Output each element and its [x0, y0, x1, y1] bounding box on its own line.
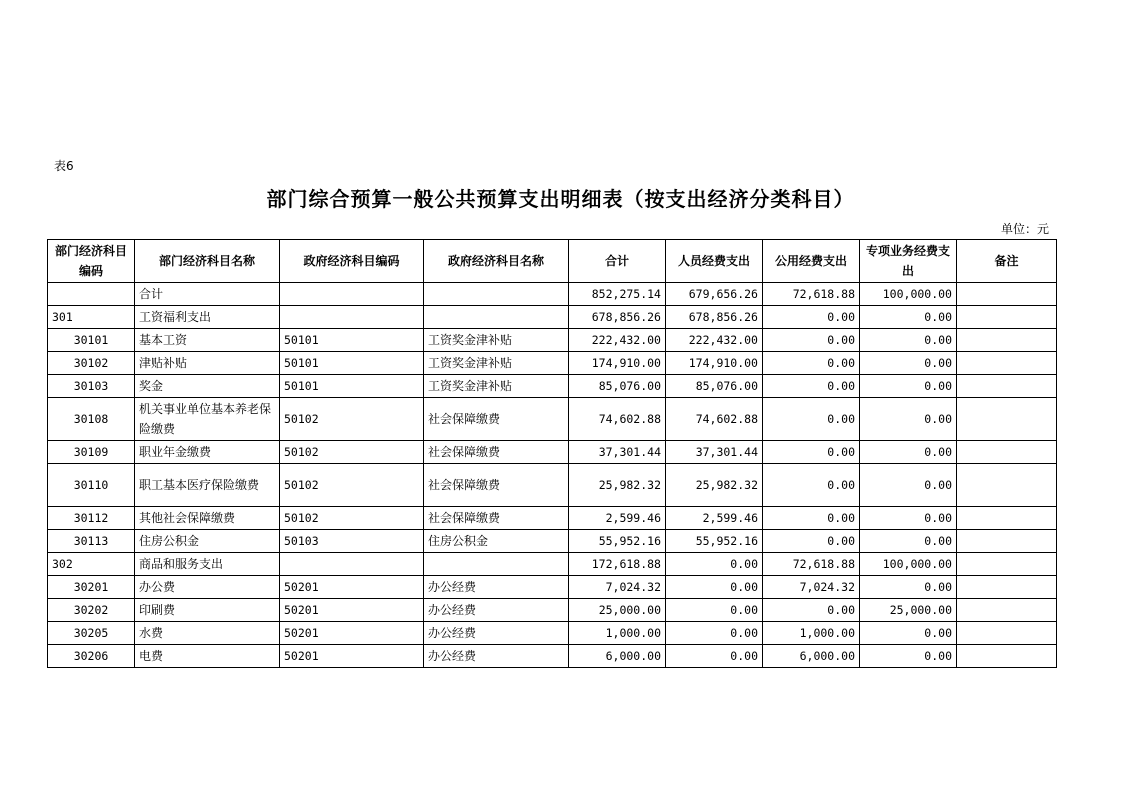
dept-name-cell: 其他社会保障缴费	[135, 507, 280, 530]
column-header: 公用经费支出	[763, 240, 860, 283]
table-row	[48, 530, 1057, 553]
gov-code-cell: 50101	[280, 352, 424, 375]
special-cell: 25,000.00	[860, 599, 957, 622]
special-cell: 0.00	[860, 507, 957, 530]
gov-code-cell: 50102	[280, 398, 424, 441]
table-row	[48, 622, 1057, 645]
gov-name-cell: 工资奖金津补贴	[424, 352, 569, 375]
public-cell: 72,618.88	[763, 283, 860, 306]
public-cell: 0.00	[763, 464, 860, 507]
total-cell: 174,910.00	[569, 352, 666, 375]
total-cell: 7,024.32	[569, 576, 666, 599]
gov-name-cell: 住房公积金	[424, 530, 569, 553]
public-cell: 6,000.00	[763, 645, 860, 668]
total-cell: 2,599.46	[569, 507, 666, 530]
dept-code-cell: 302	[48, 553, 135, 576]
column-header: 专项业务经费支出	[860, 240, 957, 283]
note-cell	[957, 441, 1057, 464]
special-cell: 0.00	[860, 645, 957, 668]
gov-code-cell: 50101	[280, 329, 424, 352]
personnel-cell: 0.00	[666, 622, 763, 645]
gov-code-cell	[280, 553, 424, 576]
table-row	[48, 464, 1057, 507]
note-cell	[957, 645, 1057, 668]
dept-code-cell: 30108	[48, 398, 135, 441]
table-row	[48, 306, 1057, 329]
personnel-cell: 55,952.16	[666, 530, 763, 553]
special-cell: 100,000.00	[860, 283, 957, 306]
gov-code-cell: 50102	[280, 464, 424, 507]
special-cell: 0.00	[860, 622, 957, 645]
dept-code-cell: 30201	[48, 576, 135, 599]
gov-name-cell: 办公经费	[424, 576, 569, 599]
personnel-cell: 678,856.26	[666, 306, 763, 329]
personnel-cell: 679,656.26	[666, 283, 763, 306]
gov-name-cell	[424, 553, 569, 576]
total-cell: 1,000.00	[569, 622, 666, 645]
public-cell: 0.00	[763, 329, 860, 352]
table-row	[48, 329, 1057, 352]
dept-name-cell: 办公费	[135, 576, 280, 599]
gov-name-cell	[424, 283, 569, 306]
personnel-cell: 85,076.00	[666, 375, 763, 398]
note-cell	[957, 530, 1057, 553]
public-cell: 72,618.88	[763, 553, 860, 576]
table-header-row	[48, 240, 1057, 283]
total-cell: 85,076.00	[569, 375, 666, 398]
gov-code-cell: 50201	[280, 622, 424, 645]
dept-code-cell: 30202	[48, 599, 135, 622]
gov-code-cell: 50102	[280, 441, 424, 464]
dept-name-cell: 印刷费	[135, 599, 280, 622]
gov-code-cell: 50101	[280, 375, 424, 398]
gov-name-cell	[424, 306, 569, 329]
table-row	[48, 352, 1057, 375]
dept-code-cell	[48, 283, 135, 306]
total-cell: 55,952.16	[569, 530, 666, 553]
total-cell: 25,000.00	[569, 599, 666, 622]
public-cell: 0.00	[763, 306, 860, 329]
dept-name-cell: 商品和服务支出	[135, 553, 280, 576]
personnel-cell: 25,982.32	[666, 464, 763, 507]
dept-name-cell: 住房公积金	[135, 530, 280, 553]
gov-name-cell: 社会保障缴费	[424, 464, 569, 507]
budget-detail-table	[47, 239, 1057, 668]
special-cell: 0.00	[860, 441, 957, 464]
table-row	[48, 398, 1057, 441]
gov-name-cell: 办公经费	[424, 645, 569, 668]
special-cell: 0.00	[860, 576, 957, 599]
public-cell: 0.00	[763, 352, 860, 375]
gov-code-cell: 50102	[280, 507, 424, 530]
public-cell: 0.00	[763, 375, 860, 398]
special-cell: 0.00	[860, 329, 957, 352]
note-cell	[957, 352, 1057, 375]
gov-code-cell: 50201	[280, 599, 424, 622]
dept-name-cell: 机关事业单位基本养老保险缴费	[135, 398, 280, 441]
public-cell: 7,024.32	[763, 576, 860, 599]
note-cell	[957, 329, 1057, 352]
public-cell: 0.00	[763, 530, 860, 553]
gov-name-cell: 工资奖金津补贴	[424, 329, 569, 352]
dept-name-cell: 基本工资	[135, 329, 280, 352]
note-cell	[957, 375, 1057, 398]
gov-name-cell: 工资奖金津补贴	[424, 375, 569, 398]
table-row	[48, 553, 1057, 576]
gov-code-cell	[280, 306, 424, 329]
table-row	[48, 599, 1057, 622]
public-cell: 0.00	[763, 507, 860, 530]
note-cell	[957, 464, 1057, 507]
column-header: 合计	[569, 240, 666, 283]
table-row	[48, 375, 1057, 398]
dept-name-cell: 职业年金缴费	[135, 441, 280, 464]
public-cell: 0.00	[763, 441, 860, 464]
gov-code-cell: 50201	[280, 576, 424, 599]
table-row	[48, 441, 1057, 464]
personnel-cell: 37,301.44	[666, 441, 763, 464]
total-cell: 678,856.26	[569, 306, 666, 329]
dept-code-cell: 30205	[48, 622, 135, 645]
total-cell: 852,275.14	[569, 283, 666, 306]
dept-name-cell: 电费	[135, 645, 280, 668]
table-row	[48, 645, 1057, 668]
column-header: 备注	[957, 240, 1057, 283]
dept-code-cell: 30109	[48, 441, 135, 464]
dept-code-cell: 30110	[48, 464, 135, 507]
dept-name-cell: 职工基本医疗保险缴费	[135, 464, 280, 507]
dept-code-cell: 30206	[48, 645, 135, 668]
public-cell: 0.00	[763, 599, 860, 622]
column-header: 部门经济科目名称	[135, 240, 280, 283]
note-cell	[957, 306, 1057, 329]
table-row	[48, 507, 1057, 530]
document-title: 部门综合预算一般公共预算支出明细表（按支出经济分类科目）	[266, 187, 855, 211]
note-cell	[957, 622, 1057, 645]
public-cell: 0.00	[763, 398, 860, 441]
note-cell	[957, 283, 1057, 306]
gov-code-cell: 50201	[280, 645, 424, 668]
personnel-cell: 174,910.00	[666, 352, 763, 375]
special-cell: 100,000.00	[860, 553, 957, 576]
special-cell: 0.00	[860, 464, 957, 507]
dept-code-cell: 30102	[48, 352, 135, 375]
note-cell	[957, 398, 1057, 441]
dept-code-cell: 30101	[48, 329, 135, 352]
table-row	[48, 283, 1057, 306]
column-header: 人员经费支出	[666, 240, 763, 283]
gov-name-cell: 办公经费	[424, 622, 569, 645]
personnel-cell: 0.00	[666, 576, 763, 599]
column-header: 政府经济科目名称	[424, 240, 569, 283]
special-cell: 0.00	[860, 530, 957, 553]
gov-name-cell: 社会保障缴费	[424, 441, 569, 464]
gov-name-cell: 社会保障缴费	[424, 398, 569, 441]
dept-name-cell: 水费	[135, 622, 280, 645]
special-cell: 0.00	[860, 352, 957, 375]
personnel-cell: 2,599.46	[666, 507, 763, 530]
special-cell: 0.00	[860, 306, 957, 329]
dept-code-cell: 301	[48, 306, 135, 329]
public-cell: 1,000.00	[763, 622, 860, 645]
dept-code-cell: 30103	[48, 375, 135, 398]
total-cell: 6,000.00	[569, 645, 666, 668]
note-cell	[957, 553, 1057, 576]
total-cell: 74,602.88	[569, 398, 666, 441]
gov-code-cell: 50103	[280, 530, 424, 553]
unit-label: 单位：元	[1000, 222, 1049, 236]
note-cell	[957, 599, 1057, 622]
total-cell: 25,982.32	[569, 464, 666, 507]
note-cell	[957, 507, 1057, 530]
dept-name-cell: 津贴补贴	[135, 352, 280, 375]
personnel-cell: 222,432.00	[666, 329, 763, 352]
dept-name-cell: 合计	[135, 283, 280, 306]
column-header: 政府经济科目编码	[280, 240, 424, 283]
personnel-cell: 0.00	[666, 645, 763, 668]
total-cell: 37,301.44	[569, 441, 666, 464]
note-cell	[957, 576, 1057, 599]
dept-name-cell: 工资福利支出	[135, 306, 280, 329]
dept-name-cell: 奖金	[135, 375, 280, 398]
total-cell: 222,432.00	[569, 329, 666, 352]
table-row	[48, 576, 1057, 599]
special-cell: 0.00	[860, 375, 957, 398]
table-number-label: 表6	[54, 159, 74, 173]
gov-name-cell: 社会保障缴费	[424, 507, 569, 530]
personnel-cell: 0.00	[666, 599, 763, 622]
total-cell: 172,618.88	[569, 553, 666, 576]
personnel-cell: 74,602.88	[666, 398, 763, 441]
column-header: 部门经济科目编码	[48, 240, 135, 283]
dept-code-cell: 30113	[48, 530, 135, 553]
special-cell: 0.00	[860, 398, 957, 441]
gov-name-cell: 办公经费	[424, 599, 569, 622]
personnel-cell: 0.00	[666, 553, 763, 576]
dept-code-cell: 30112	[48, 507, 135, 530]
gov-code-cell	[280, 283, 424, 306]
